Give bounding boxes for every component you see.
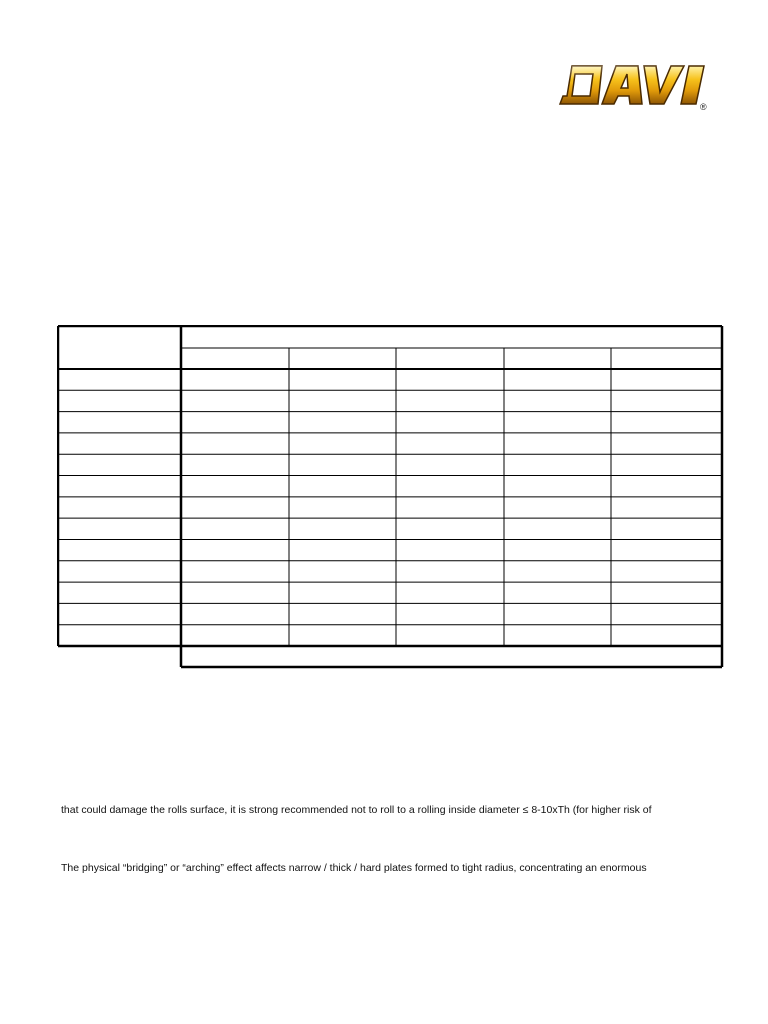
registered-mark: ® xyxy=(700,102,707,112)
paragraph-rolling-diameter: that could damage the rolls surface, it is strong recommended not to roll to a rolling inside diameter ≤ 8-10xTh (for higher risk of xyxy=(61,804,652,816)
davi-logo xyxy=(558,60,713,112)
paragraph-bridging-effect: The physical “bridging” or “arching” effect affects narrow / thick / hard plates formed to tight radius, concentrating an enormous xyxy=(61,862,647,874)
table-grid xyxy=(57,325,724,670)
davi-logo-graphic xyxy=(558,60,713,112)
data-table xyxy=(57,325,724,670)
